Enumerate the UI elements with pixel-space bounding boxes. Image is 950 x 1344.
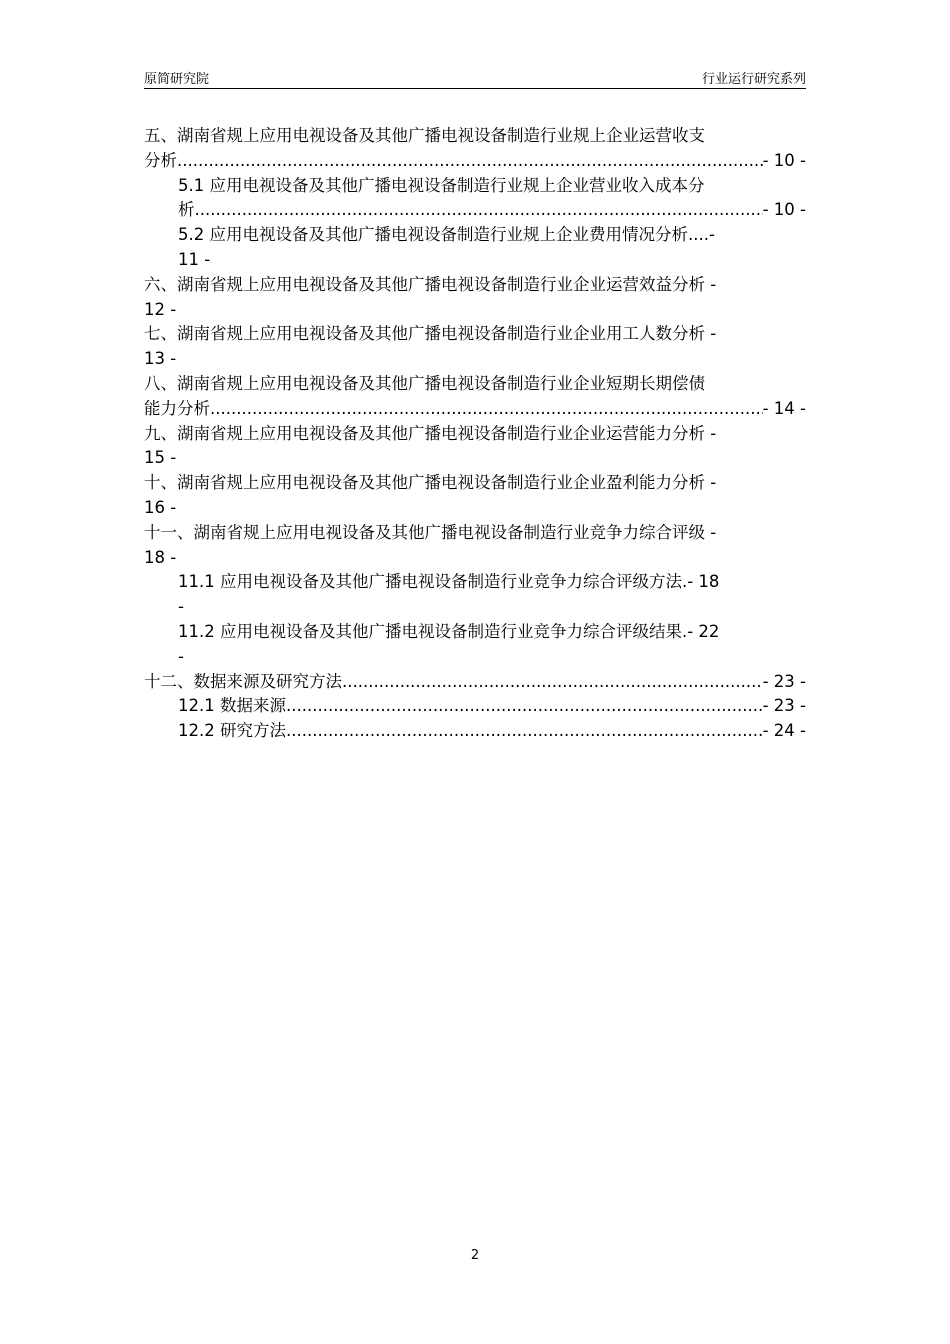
toc-entry-title-cont: 11 - — [178, 249, 211, 269]
toc-entry-title-cont: 析 — [178, 200, 195, 220]
toc-entry-title: 12.1 数据来源 — [178, 696, 286, 716]
toc-entry-title: 5.2 应用电视设备及其他广播电视设备制造行业规上企业费用情况分析....- — [178, 225, 715, 245]
toc-entry[interactable] — [144, 223, 806, 273]
toc-entry-title: 八、湖南省规上应用电视设备及其他广播电视设备制造行业企业短期长期偿债 — [144, 373, 705, 393]
toc-entry-title-cont: - — [178, 597, 184, 617]
toc-entry-title-cont: - — [178, 646, 184, 666]
toc-entry-title: 12.2 研究方法 — [178, 721, 286, 741]
toc-entry-title: 5.1 应用电视设备及其他广播电视设备制造行业规上企业营业收入成本分 — [178, 175, 705, 195]
toc-entry-title: 十一、湖南省规上应用电视设备及其他广播电视设备制造行业竞争力综合评级 - — [144, 522, 717, 542]
toc-entry[interactable] — [144, 174, 806, 224]
toc-entry-title: 六、湖南省规上应用电视设备及其他广播电视设备制造行业企业运营效益分析 - — [144, 274, 717, 294]
toc-entry[interactable] — [144, 422, 806, 472]
page-number: 2 — [470, 1248, 480, 1263]
toc-entry[interactable] — [144, 372, 806, 422]
toc-entry-title: 十、湖南省规上应用电视设备及其他广播电视设备制造行业企业盈利能力分析 - — [144, 473, 717, 493]
toc-entry[interactable] — [144, 719, 806, 744]
toc-page-number: - 10 - — [762, 150, 806, 170]
toc-entry-title-cont: 能力分析 — [144, 398, 210, 418]
toc-entry[interactable] — [144, 521, 806, 571]
header-org: 原简研究院 — [144, 72, 210, 87]
toc-page-number: - 14 - — [762, 398, 806, 418]
toc-leader — [286, 719, 763, 744]
toc-entry-title-cont: 18 - — [144, 547, 177, 567]
toc-entry-title-cont: 12 - — [144, 299, 177, 319]
toc-page-number: - 10 - — [762, 200, 806, 220]
toc-page-number: - 24 - — [762, 721, 806, 741]
table-of-contents — [144, 124, 806, 744]
toc-leader — [342, 670, 763, 695]
toc-entry-title: 11.1 应用电视设备及其他广播电视设备制造行业竞争力综合评级方法.- 18 — [178, 572, 720, 592]
toc-leader — [210, 397, 763, 422]
toc-entry[interactable] — [144, 570, 806, 620]
toc-entry[interactable] — [144, 124, 806, 174]
toc-leader — [286, 694, 763, 719]
toc-entry[interactable] — [144, 670, 806, 695]
toc-entry-title: 九、湖南省规上应用电视设备及其他广播电视设备制造行业企业运营能力分析 - — [144, 423, 717, 443]
toc-entry[interactable] — [144, 620, 806, 670]
toc-entry-title-cont: 分析 — [144, 150, 177, 170]
toc-entry-title: 七、湖南省规上应用电视设备及其他广播电视设备制造行业企业用工人数分析 - — [144, 324, 717, 344]
toc-leader — [195, 198, 763, 223]
toc-entry-title-cont: 16 - — [144, 497, 177, 517]
toc-leader — [177, 149, 763, 174]
toc-entry[interactable] — [144, 471, 806, 521]
toc-entry-title: 五、湖南省规上应用电视设备及其他广播电视设备制造行业规上企业运营收支 — [144, 126, 705, 145]
toc-entry-title-cont: 13 - — [144, 349, 177, 369]
header-series: 行业运行研究系列 — [701, 72, 806, 87]
page-header — [144, 68, 806, 89]
toc-entry[interactable] — [144, 694, 806, 719]
toc-page-number: - 23 - — [762, 671, 806, 691]
toc-entry[interactable] — [144, 322, 806, 372]
toc-entry[interactable] — [144, 273, 806, 323]
toc-entry-title: 11.2 应用电视设备及其他广播电视设备制造行业竞争力综合评级结果.- 22 — [178, 621, 720, 641]
toc-entry-title-cont: 15 - — [144, 448, 177, 468]
toc-page-number: - 23 - — [762, 696, 806, 716]
toc-entry-title: 十二、数据来源及研究方法 — [144, 671, 342, 691]
